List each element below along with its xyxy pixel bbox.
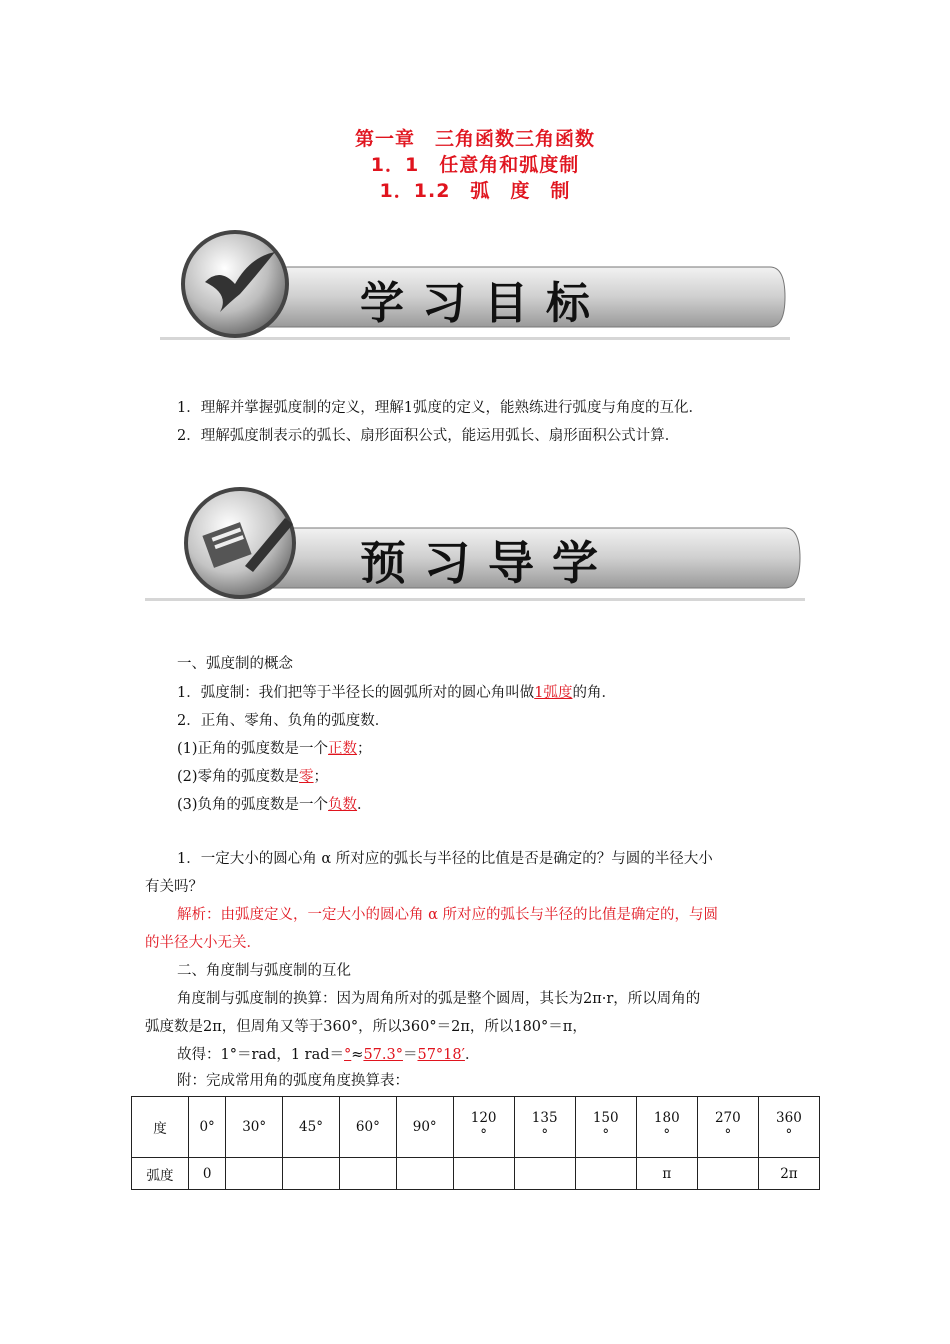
objectives-banner-text: 学习目标 (360, 278, 608, 329)
radian-cell (339, 1158, 396, 1190)
table-row (132, 1158, 820, 1190)
conversion-answer-1: ° (344, 1047, 352, 1063)
chapter-title: 第一章 三角函数三角函数 (354, 128, 595, 150)
degree-cell: 30° (226, 1097, 283, 1158)
zero-angle-text: (2)零角的弧度数是 (177, 769, 300, 785)
zero-angle-line (177, 767, 328, 787)
question-line-1: 1．一定大小的圆心角 α 所对应的弧长与半径的比值是否是确定的？与圆的半径大小 (177, 851, 713, 867)
concept-definition (177, 683, 616, 703)
degree-cell: 270 ° (697, 1097, 758, 1158)
zero-angle-end: ； (313, 769, 329, 785)
conversion-answer-2: 57.3° (363, 1047, 403, 1063)
positive-angle-answer: 正数 (328, 741, 358, 757)
question-line-2: 有关吗？ (145, 879, 203, 895)
radian-cell (697, 1158, 758, 1190)
table-row (132, 1097, 820, 1158)
negative-angle-end: ． (357, 797, 372, 813)
degree-cell: 180 ° (636, 1097, 697, 1158)
positive-angle-line (177, 739, 372, 759)
radian-cell (396, 1158, 453, 1190)
radian-cell: 2π (758, 1158, 819, 1190)
concept-item-2: 2．正角、零角、负角的弧度数． (177, 713, 390, 729)
row-label-radian: 弧度 (132, 1158, 189, 1190)
positive-angle-end: ； (357, 741, 372, 757)
preview-banner (145, 478, 805, 606)
conversion-heading: 二、角度制与弧度制的互化 (177, 963, 351, 979)
concept-heading: 一、弧度制的概念 (177, 656, 293, 672)
radian-cell (514, 1158, 575, 1190)
row-label-degree: 度 (132, 1097, 189, 1158)
negative-angle-text: (3)负角的弧度数是一个 (177, 797, 329, 813)
conversion-table (131, 1096, 820, 1190)
definition-text: 1．弧度制：我们把等于半径长的圆弧所对的圆心角叫做 (177, 685, 535, 701)
degree-cell: 150 ° (575, 1097, 636, 1158)
conversion-result-text: 故得：1°＝rad，1 rad＝ (177, 1047, 345, 1063)
radian-cell (575, 1158, 636, 1190)
conversion-line-1: 角度制与弧度制的换算：因为周角所对的弧是整个圆周，其长为2π·r，所以周角的 (177, 991, 701, 1007)
zero-angle-answer: 零 (299, 769, 314, 785)
negative-angle-line (177, 795, 372, 815)
answer-line-1: 解析：由弧度定义，一定大小的圆心角 α 所对应的弧长与半径的比值是确定的，与圆 (177, 907, 719, 923)
conversion-result (177, 1045, 479, 1065)
radian-cell: 0 (189, 1158, 226, 1190)
table-note: 附：完成常用角的弧度角度换算表： (177, 1073, 409, 1089)
answer-line-2: 的半径大小无关． (145, 935, 261, 951)
positive-angle-text: (1)正角的弧度数是一个 (177, 741, 329, 757)
radian-cell (453, 1158, 514, 1190)
objective-2: 2．理解弧度制表示的弧长、扇形面积公式，能运用弧长、扇形面积公式计算． (177, 428, 680, 444)
degree-cell: 0° (189, 1097, 226, 1158)
conversion-line-2: 弧度数是2π，但周角又等于360°，所以360°＝2π，所以180°＝π， (145, 1019, 587, 1035)
subsection-title: 1．1.2 弧 度 制 (379, 180, 571, 202)
degree-cell: 45° (283, 1097, 340, 1158)
degree-cell: 60° (339, 1097, 396, 1158)
conversion-answer-3: 57°18′ (417, 1047, 465, 1063)
degree-cell: 120 ° (453, 1097, 514, 1158)
definition-answer: 1弧度 (534, 685, 573, 701)
approx-sign: ≈ (351, 1047, 364, 1063)
degree-cell: 360 ° (758, 1097, 819, 1158)
equals-sign: ＝ (402, 1047, 418, 1063)
radian-cell (283, 1158, 340, 1190)
section-title: 1．1 任意角和弧度制 (370, 154, 580, 176)
conversion-result-end: ． (464, 1047, 480, 1063)
objectives-banner (160, 222, 790, 344)
radian-cell: π (636, 1158, 697, 1190)
objective-1: 1．理解并掌握弧度制的定义，理解1弧度的定义，能熟练进行弧度与角度的互化． (177, 400, 703, 416)
radian-cell (226, 1158, 283, 1190)
preview-banner-text: 预习导学 (360, 536, 616, 590)
negative-angle-answer: 负数 (328, 797, 358, 813)
definition-end: 的角． (572, 685, 616, 701)
degree-cell: 135 ° (514, 1097, 575, 1158)
degree-cell: 90° (396, 1097, 453, 1158)
